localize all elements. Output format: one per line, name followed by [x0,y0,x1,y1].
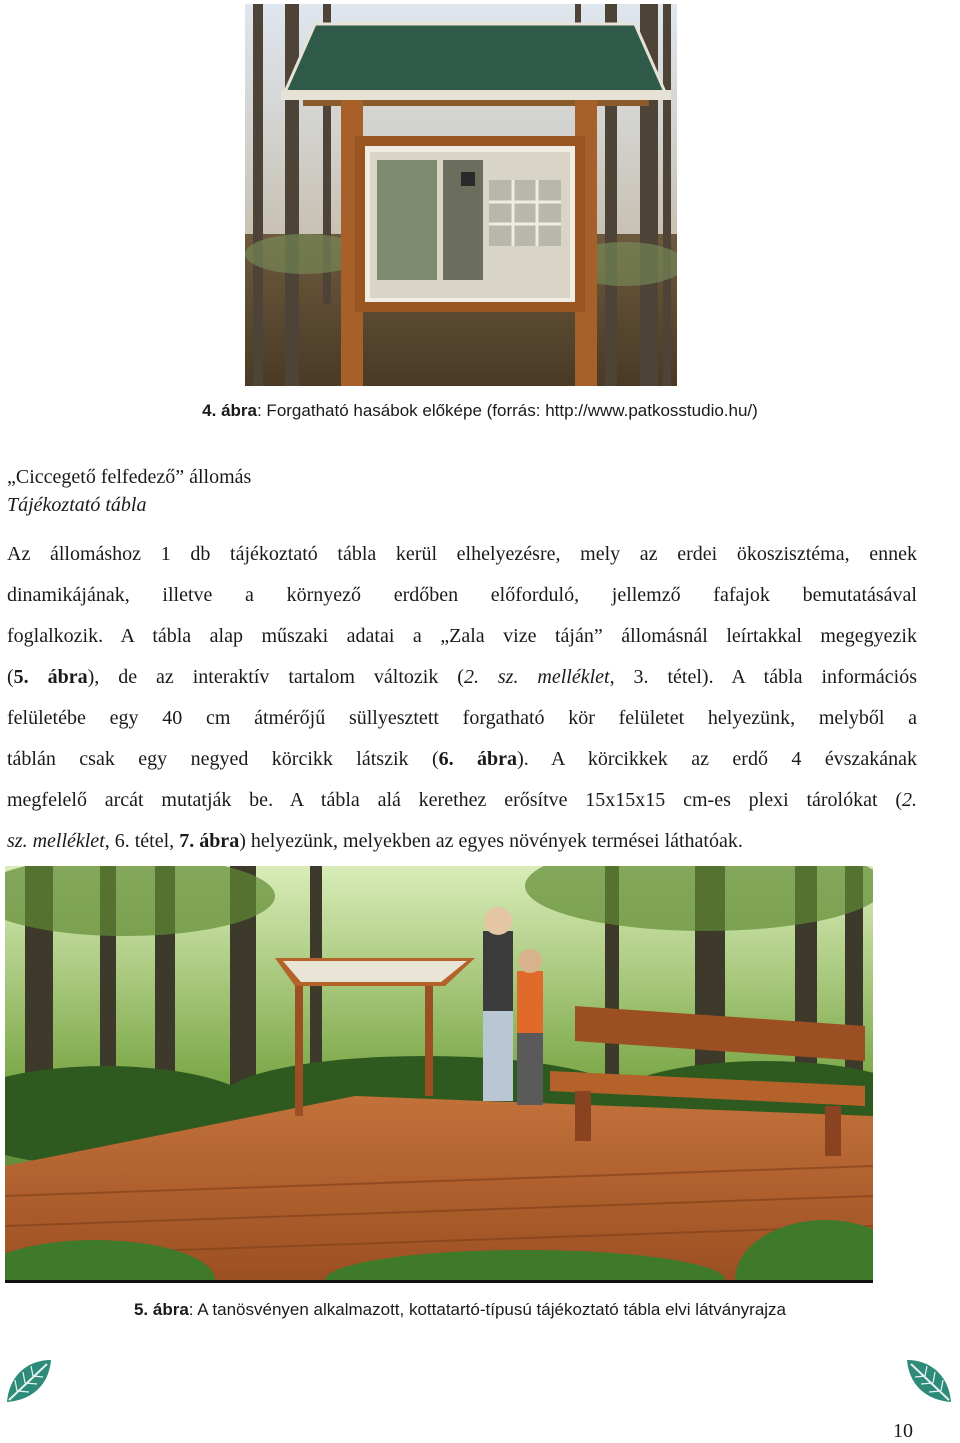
figure-5-caption [0,1300,920,1320]
text-run: ( [7,666,14,688]
leaf-icon [903,1356,955,1406]
text-run: , 6. tétel, [104,830,180,852]
body-line-4 [7,657,917,698]
figure-4-caption-text: : Forgatható hasábok előképe (forrás: http://www.patkosstudio.hu/) [256,401,758,420]
text-run: ). A körcikkek az erdő 4 évszakának [517,748,918,770]
text-run: megfelelő arcát mutatják be. A tábla alá kerethez erősítve 15x15x15 cm-es plexi tárolókat ( [7,789,902,811]
figure-4-caption-number: 4. ábra [202,401,257,420]
leaf-icon [3,1356,55,1406]
section-subtitle: Tájékoztató tábla [7,494,147,516]
figure-5-bottom-border [5,1280,873,1283]
body-line-6 [7,739,917,780]
appendix-reference: 2. [902,789,917,811]
figure-5-rendering [5,866,873,1280]
text-run: , 3. tétel). A tábla információs [609,666,918,688]
body-line-5 [7,698,917,739]
appendix-reference: 2. sz. melléklet [463,666,610,688]
appendix-reference: sz. melléklet [7,830,105,852]
body-line-7 [7,780,917,821]
figure-5-caption-number: 5. ábra [133,1300,189,1319]
figure-4-photo [245,4,677,386]
figure-reference: 5. ábra [13,666,88,688]
body-line-1 [7,534,917,575]
text-run: foglalkozik. A tábla alap műszaki adatai a „Zala vize táján” állomásnál leírtakkal megegyezik [7,625,917,647]
text-run: ) helyezünk, melyekben az egyes növények termései láthatóak. [239,830,743,852]
figure-reference: 7. ábra [179,830,240,852]
body-line-2 [7,575,917,616]
section-title: „Ciccegető felfedező” állomás [7,466,252,488]
body-line-8 [7,821,917,862]
figure-4-caption [0,401,960,421]
text-run: dinamikájának, illetve a környező erdőben előforduló, jellemző fafajok bemutatásával [7,584,917,606]
text-run: Az állomáshoz 1 db tájékoztató tábla kerül elhelyezésre, mely az erdei ökoszisztéma, ennek [7,543,917,565]
text-run: táblán csak egy negyed körcikk látszik ( [7,748,439,770]
text-run: felületébe egy 40 cm átmérőjű süllyesztett forgatható kör felületet helyezünk, melyből a [7,707,917,729]
text-run: ), de az interaktív tartalom változik ( [87,666,464,688]
body-paragraph [7,534,917,862]
figure-5-caption-text: : A tanösvényen alkalmazott, kottatartó-típusú tájékoztató tábla elvi látványrajza [188,1300,787,1319]
page-number: 10 [893,1420,913,1442]
figure-reference: 6. ábra [438,748,518,770]
body-line-3 [7,616,917,657]
